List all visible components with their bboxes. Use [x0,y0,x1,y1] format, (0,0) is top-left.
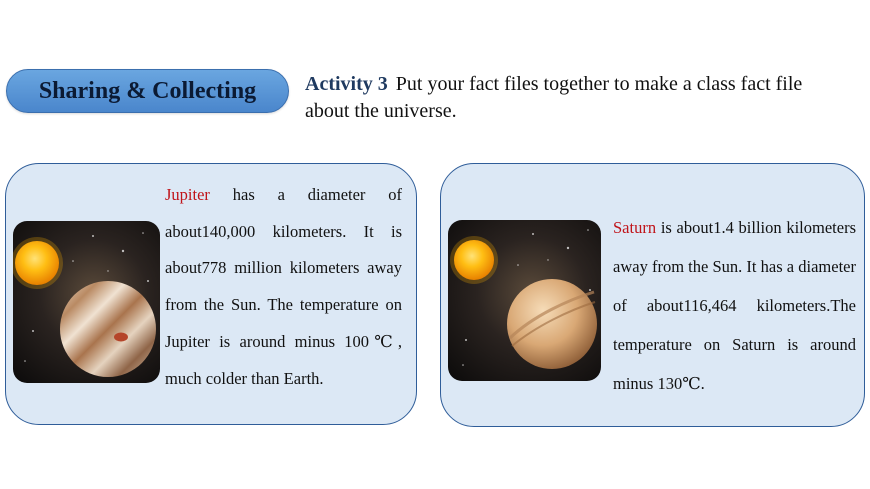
activity-text: Put your fact files together to make a class fact file about the universe. [305,73,803,122]
saturn-fact-body: is about1.4 billion kilometers away from the Sun. It has a diameter of about116,464 kilometers.The temperature on Saturn is around minus 130℃. [613,218,856,393]
section-title: Sharing & Collecting [38,77,257,104]
activity-instruction [305,71,845,125]
saturn-sun-image [448,220,601,381]
activity-label: Activity 3 [305,73,388,95]
jupiter-fact-body: has a diameter of about140,000 kilometers. It is about778 million kilometers away from the Sun. The temperature on Jupiter is around minus 100℃, much colder than Earth. [165,185,402,388]
saturn-fact-text [613,208,856,403]
jupiter-sun-image [13,221,160,383]
fact-card-jupiter [5,163,417,425]
planet-name-saturn: Saturn [613,218,657,237]
jupiter-fact-text [165,177,402,397]
fact-card-saturn [440,163,865,427]
planet-name-jupiter: Jupiter [165,185,210,204]
section-title-pill [6,69,289,113]
